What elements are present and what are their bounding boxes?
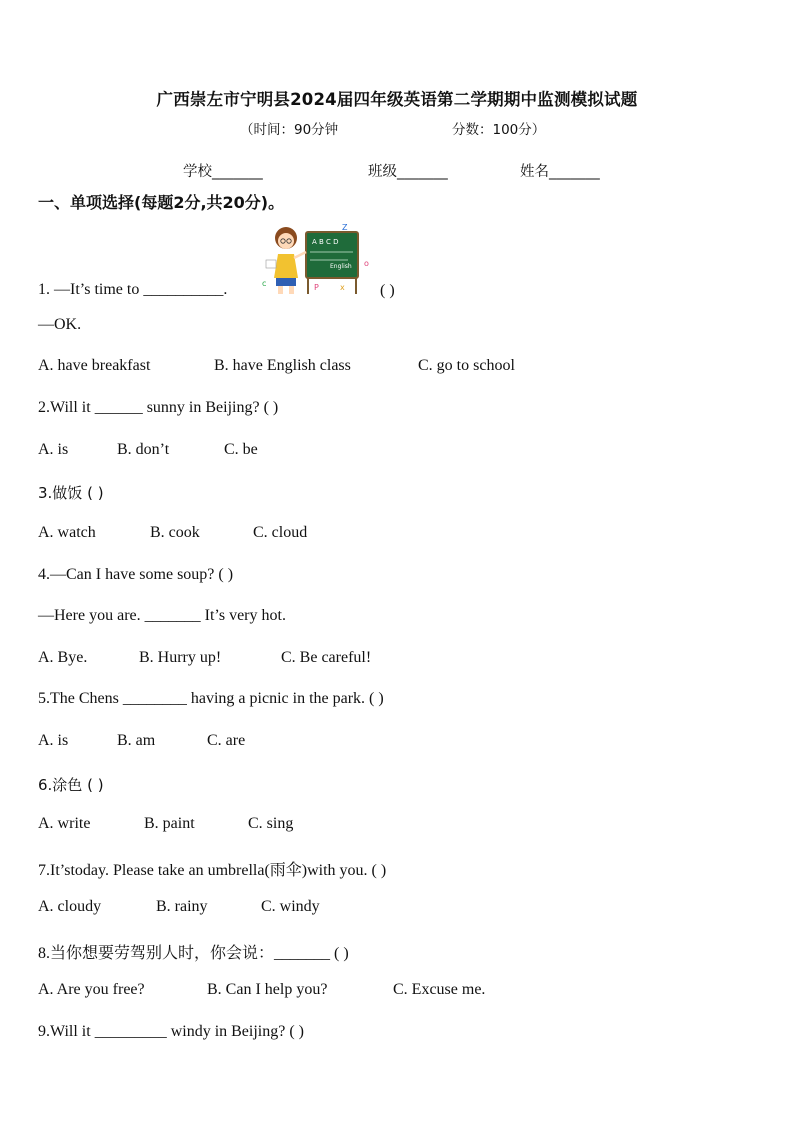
question-2-option-a[interactable]: A. is: [38, 441, 69, 458]
question-5-option-a[interactable]: A. is: [38, 732, 69, 749]
question-8-option-c[interactable]: C. Excuse me.: [393, 981, 486, 998]
svg-text:x: x: [340, 283, 345, 292]
class-field[interactable]: 班级_______: [368, 164, 448, 180]
question-7-option-c[interactable]: C. windy: [261, 898, 320, 915]
question-9-stem: 9.Will it _________ windy in Beijing? ( ): [38, 1023, 304, 1040]
question-8-option-b[interactable]: B. Can I help you?: [207, 981, 328, 998]
question-1-stem: 1. —It’s time to __________.: [38, 281, 228, 298]
svg-text:Z: Z: [342, 223, 348, 232]
question-2-stem: 2.Will it ______ sunny in Beijing? ( ): [38, 399, 279, 416]
question-4-option-a[interactable]: A. Bye.: [38, 649, 88, 666]
question-5-option-c[interactable]: C. are: [207, 732, 246, 749]
question-4-option-b[interactable]: B. Hurry up!: [139, 649, 222, 666]
question-8-option-a[interactable]: A. Are you free?: [38, 981, 145, 998]
question-3-option-a[interactable]: A. watch: [38, 524, 96, 541]
question-1-option-b[interactable]: B. have English class: [214, 357, 351, 374]
question-7-option-b[interactable]: B. rainy: [156, 898, 208, 915]
question-5-option-b[interactable]: B. am: [117, 732, 156, 749]
question-4-stem: 4.—Can I have some soup? ( ): [38, 566, 234, 583]
question-1-answer-blank[interactable]: ( ): [380, 282, 395, 299]
question-8-stem: 8.当你想要劳驾别人时，你会说：_______ ( ): [38, 945, 349, 962]
svg-text:o: o: [364, 259, 369, 268]
board-letters: A B C D: [312, 238, 339, 246]
exam-time: （时间：90分钟: [240, 122, 339, 138]
question-2-option-b[interactable]: B. don’t: [117, 441, 170, 458]
question-6-option-b[interactable]: B. paint: [144, 815, 195, 832]
exam-title: 广西崇左市宁明县2024届四年级英语第二学期期中监测模拟试题: [156, 90, 638, 109]
exam-score: 分数：100分）: [452, 122, 546, 138]
question-4-reply: —Here you are. _______ It’s very hot.: [38, 607, 286, 624]
question-7-option-a[interactable]: A. cloudy: [38, 898, 102, 915]
question-6-stem: 6.涂色 ( ): [38, 776, 104, 794]
school-field[interactable]: 学校_______: [183, 164, 263, 180]
question-7-stem: 7.It’stoday. Please take an umbrella(雨伞)with you. ( ): [38, 862, 387, 879]
question-3-option-c[interactable]: C. cloud: [253, 524, 308, 541]
section-title: 一、单项选择(每题2分,共20分)。: [38, 193, 285, 212]
svg-text:P: P: [314, 283, 319, 292]
question-2-option-c[interactable]: C. be: [224, 441, 258, 458]
teacher-chalkboard-illustration: [258, 222, 374, 298]
board-word: English: [330, 263, 352, 270]
question-3-option-b[interactable]: B. cook: [150, 524, 200, 541]
question-4-option-c[interactable]: C. Be careful!: [281, 649, 372, 666]
question-1-option-c[interactable]: C. go to school: [418, 357, 515, 374]
svg-text:c: c: [262, 279, 267, 288]
question-5-stem: 5.The Chens ________ having a picnic in the park. ( ): [38, 690, 384, 707]
question-3-stem: 3.做饭 ( ): [38, 484, 104, 502]
question-1-option-a[interactable]: A. have breakfast: [38, 357, 151, 374]
question-6-option-c[interactable]: C. sing: [248, 815, 294, 832]
question-6-option-a[interactable]: A. write: [38, 815, 91, 832]
question-1-reply: —OK.: [38, 316, 82, 333]
name-field[interactable]: 姓名_______: [520, 164, 600, 180]
